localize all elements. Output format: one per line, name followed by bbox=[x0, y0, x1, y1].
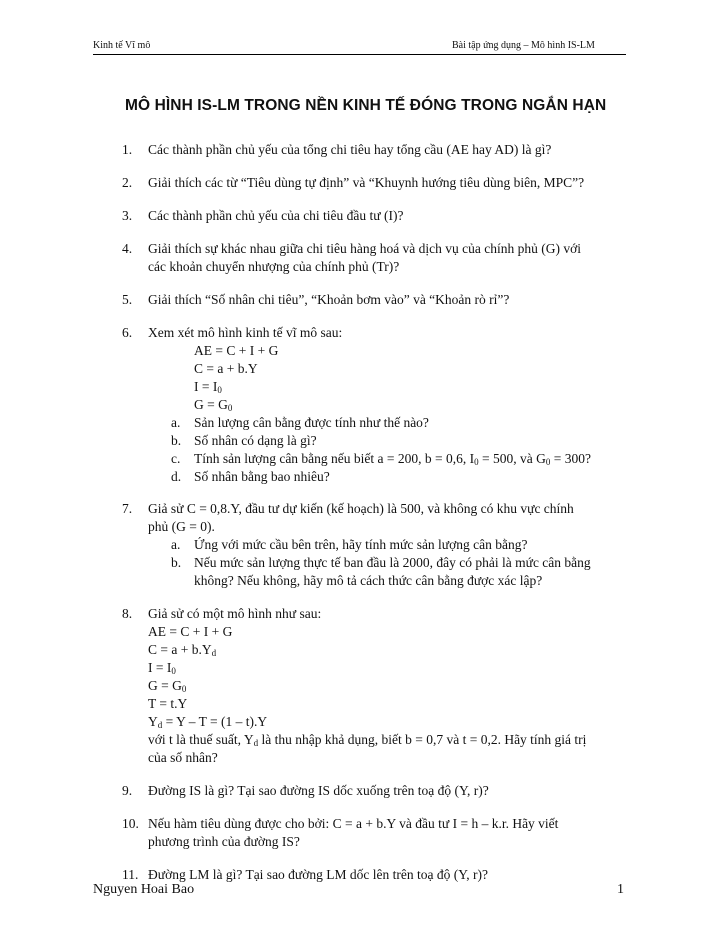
question-text-line1: Giải thích sự khác nhau giữa chi tiêu hàng hoá và dịch vụ của chính phủ (G) với bbox=[148, 241, 582, 256]
question-number: 8. bbox=[122, 606, 133, 621]
header-subject: Kinh tế Vĩ mô bbox=[93, 40, 151, 51]
question-text-line1: Nếu hàm tiêu dùng được cho bởi: C = a + b.Y và đầu tư I = h – k.r. Hãy viết bbox=[148, 816, 559, 831]
q8-equation-g: $G = G_0$ bbox=[148, 678, 187, 694]
question-number: 3. bbox=[122, 208, 133, 223]
question-10-line2: phương trình của đường IS? bbox=[148, 834, 300, 849]
q6-equation-ae: AE = C + I + G bbox=[194, 343, 279, 358]
question-2 bbox=[122, 174, 584, 192]
q6-sub-a-text: Sản lượng cân bằng được tính như thế nào? bbox=[194, 415, 429, 430]
q6-equation-c: C = a + b.Y bbox=[194, 361, 258, 376]
header-topic: Bài tập ứng dụng – Mô hình IS-LM bbox=[452, 40, 595, 51]
q8-equation-t: T = t.Y bbox=[148, 696, 188, 711]
page-title: MÔ HÌNH IS-LM TRONG NỀN KINH TẾ ĐÓNG TRONG NGẮN HẠN bbox=[125, 97, 607, 114]
question-number: 4. bbox=[122, 241, 133, 256]
question-1 bbox=[122, 141, 551, 159]
question-number: 11. bbox=[122, 867, 139, 882]
q6-sub-d-label: d. bbox=[171, 469, 182, 484]
q6-equation-g: $G = G_0$ bbox=[194, 397, 233, 413]
q7-sub-a-label: a. bbox=[171, 537, 181, 552]
q8-equation-i: $I = I_0$ bbox=[148, 660, 176, 676]
q8-note-line1: với t là thuế suất, $Y_d$ là thu nhập khả dụng, biết b = 0,7 và t = 0,2. Hãy tính giá trị bbox=[148, 732, 587, 748]
question-5 bbox=[122, 291, 509, 309]
question-text: Giải thích “Số nhân chi tiêu”, “Khoản bơm vào” và “Khoản rò rỉ”? bbox=[148, 292, 510, 307]
question-text: Đường IS là gì? Tại sao đường IS dốc xuống trên toạ độ (Y, r)? bbox=[148, 783, 489, 798]
q6-sub-c-text: Tính sản lượng cân bằng nếu biết a = 200, b = 0,6, $I_0 = 500$, và $G_0 = 300$? bbox=[194, 451, 591, 467]
question-text: Giải thích các từ “Tiêu dùng tự định” và “Khuynh hướng tiêu dùng biên, MPC”? bbox=[148, 175, 585, 190]
question-number: 6. bbox=[122, 325, 133, 340]
header-rule bbox=[93, 54, 626, 55]
question-9 bbox=[122, 782, 489, 800]
question-6 bbox=[122, 324, 342, 342]
question-number: 1. bbox=[122, 142, 133, 157]
q6-sub-d-text: Số nhân bằng bao nhiêu? bbox=[194, 469, 330, 484]
question-number: 5. bbox=[122, 292, 133, 307]
question-10 bbox=[122, 815, 558, 833]
q8-equation-c: $C = a + b.Y_d$ bbox=[148, 642, 217, 658]
question-text: Các thành phần chủ yếu của tổng chi tiêu hay tổng cầu (AE hay AD) là gì? bbox=[148, 142, 552, 157]
q6-sub-c-label: c. bbox=[171, 451, 181, 466]
q7-sub-b-text-line2: không? Nếu không, hãy mô tả cách thức cân bằng được xác lập? bbox=[194, 573, 543, 588]
question-7-line2: phủ (G = 0). bbox=[148, 519, 215, 534]
footer-author: Nguyen Hoai Bao bbox=[93, 882, 195, 897]
question-number: 9. bbox=[122, 783, 133, 798]
question-number: 2. bbox=[122, 175, 133, 190]
question-number: 7. bbox=[122, 501, 133, 516]
question-text: Các thành phần chủ yếu của chi tiêu đầu tư (I)? bbox=[148, 208, 404, 223]
question-text: Xem xét mô hình kinh tế vĩ mô sau: bbox=[148, 325, 343, 340]
q8-note-line2: của số nhân? bbox=[148, 750, 218, 765]
q6-sub-a-label: a. bbox=[171, 415, 181, 430]
q8-equation-ae: AE = C + I + G bbox=[148, 624, 233, 639]
question-text: Đường LM là gì? Tại sao đường LM dốc lên trên toạ độ (Y, r)? bbox=[148, 867, 488, 882]
question-number: 10. bbox=[122, 816, 139, 831]
q6-sub-b-label: b. bbox=[171, 433, 182, 448]
page-number: 1 bbox=[617, 882, 624, 897]
q7-sub-a-text: Ứng với mức cầu bên trên, hãy tính mức sản lượng cân bằng? bbox=[194, 537, 528, 552]
question-text-line1: Giả sử C = 0,8.Y, đầu tư dự kiến (kế hoạch) là 500, và không có khu vực chính bbox=[148, 501, 574, 516]
q8-equation-yd: $Y_d = Y - T = (1 - t).Y$ bbox=[148, 714, 268, 730]
question-3 bbox=[122, 207, 403, 225]
q6-equation-i: $I = I_0$ bbox=[194, 379, 222, 395]
question-8 bbox=[122, 605, 321, 623]
question-4-line2: các khoản chuyển nhượng của chính phủ (Tr)? bbox=[148, 259, 400, 274]
q6-sub-b-text: Số nhân có dạng là gì? bbox=[194, 433, 317, 448]
question-text: Giả sử có một mô hình như sau: bbox=[148, 606, 322, 621]
question-7 bbox=[122, 500, 574, 518]
q7-sub-b-text-line1: Nếu mức sản lượng thực tế ban đầu là 2000, đây có phải là mức cân bằng bbox=[194, 555, 591, 570]
q7-sub-b-label: b. bbox=[171, 555, 182, 570]
question-4 bbox=[122, 240, 581, 258]
